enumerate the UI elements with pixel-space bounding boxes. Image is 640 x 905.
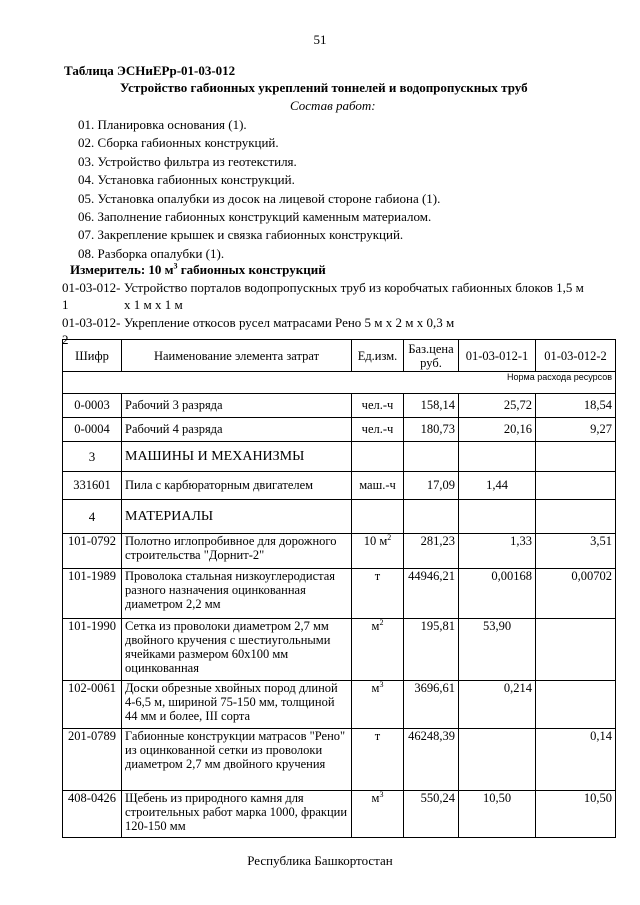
header-price: Баз.цена руб. [404, 340, 459, 372]
row-unit [352, 569, 404, 619]
row-unit: чел.-ч [352, 418, 404, 442]
work-item: 04. Установка габионных конструкций. [78, 172, 295, 188]
row-price: 46248,39 [404, 729, 459, 791]
row-price: 550,24 [404, 791, 459, 838]
unit-text: м [371, 791, 380, 805]
table-row [63, 619, 616, 681]
header-col1: 01-03-012-1 [459, 340, 536, 372]
table-row [63, 729, 616, 791]
row-value-1: 25,72 [459, 394, 536, 418]
row-name: Щебень из природного камня для строительных работ марка 1000, фракции 120-150 мм [122, 791, 352, 838]
row-code: 102-0061 [63, 681, 122, 729]
page-number: 51 [313, 32, 327, 47]
row-value-1 [459, 729, 536, 791]
section-row [63, 500, 616, 534]
work-item: 05. Установка опалубки из досок на лицевой стороне габиона (1). [78, 190, 441, 206]
measure-prefix: Измеритель: 10 м [70, 262, 174, 277]
row-value-2 [536, 681, 616, 729]
row-value-2 [536, 619, 616, 681]
row-code: 101-1989 [63, 569, 122, 619]
work-item: 08. Разборка опалубки (1). [78, 245, 225, 261]
table-row [63, 569, 616, 619]
row-name: Сетка из проволоки диаметром 2,7 мм двойного кручения с шестиугольными ячейками размером 60х100 мм оцинкованная [122, 619, 352, 681]
table-code: Таблица ЭСНиЕРр-01-03-012 [64, 63, 236, 78]
table-row [63, 418, 616, 442]
unit-text: т [374, 569, 381, 583]
row-code: 101-1990 [63, 619, 122, 681]
row-unit: чел.-ч [352, 394, 404, 418]
row-price: 44946,21 [404, 569, 459, 619]
row-value-2: 0,00702 [536, 569, 616, 619]
work-item: 01. Планировка основания (1). [78, 117, 247, 132]
work-item: 07. Закрепление крышек и связка габионных конструкций. [78, 227, 404, 243]
row-value-1: 0,00168 [459, 569, 536, 619]
table-row [63, 681, 616, 729]
row-name: Рабочий 4 разряда [122, 418, 352, 442]
unit-text: 10 м [363, 534, 388, 548]
section-row [63, 442, 616, 472]
measure-suffix: габионных конструкций [177, 262, 326, 277]
row-unit [352, 534, 404, 569]
footer-region: Республика Башкортостан [247, 853, 393, 868]
row-value-2: 18,54 [536, 394, 616, 418]
unit-sup: 2 [387, 532, 392, 542]
row-value-2 [536, 472, 616, 500]
row-unit: маш.-ч [352, 472, 404, 500]
header-col2: 01-03-012-2 [536, 340, 616, 372]
work-composition-heading: Состав работ: [290, 98, 376, 113]
norm-item [62, 279, 640, 313]
row-value-1: 53,90 [459, 619, 536, 681]
row-price: 17,09 [404, 472, 459, 500]
row-value-2: 3,51 [536, 534, 616, 569]
norm-item-text: Укрепление откосов русел матрасами Рено 5 м х 2 м х 0,3 м [124, 315, 455, 330]
row-code: 101-0792 [63, 534, 122, 569]
work-list [78, 116, 440, 263]
row-code: 408-0426 [63, 791, 122, 838]
row-code: 201-0789 [63, 729, 122, 791]
row-price: 3696,61 [404, 681, 459, 729]
work-item: 03. Устройство фильтра из геотекстиля. [78, 153, 297, 169]
row-code: 0-0004 [63, 418, 122, 442]
norm-label-row [63, 372, 616, 394]
row-name: Доски обрезные хвойных пород длиной 4-6,5 м, шириной 75-150 мм, толщиной 44 мм и более, III сорта [122, 681, 352, 729]
measure-unit [70, 262, 326, 278]
row-code: 0-0003 [63, 394, 122, 418]
norm-item-code: 01-03-012-1 [62, 280, 121, 312]
norm-label: Норма расхода ресурсов [63, 372, 616, 394]
row-price: 180,73 [404, 418, 459, 442]
row-value-2: 10,50 [536, 791, 616, 838]
row-value-1: 10,50 [459, 791, 536, 838]
unit-sup: 3 [379, 789, 384, 799]
unit-text: т [374, 729, 381, 743]
row-name: Пила с карбюраторным двигателем [122, 472, 352, 500]
norm-item-code: 01-03-012-2 [62, 315, 121, 347]
norm-item-text [124, 279, 640, 313]
table-row [63, 394, 616, 418]
row-name: Рабочий 3 разряда [122, 394, 352, 418]
row-code: 331601 [63, 472, 122, 500]
row-price: 158,14 [404, 394, 459, 418]
header-name: Наименование элемента затрат [122, 340, 352, 372]
resource-table [62, 339, 616, 838]
table-row [63, 534, 616, 569]
table-row [63, 791, 616, 838]
row-value-1: 0,214 [459, 681, 536, 729]
measure-sup: 3 [173, 261, 178, 271]
table-row [63, 472, 616, 500]
header-code: Шифр [63, 340, 122, 372]
table-title: Устройство габионных укреплений тоннелей и водопропускных труб [120, 80, 528, 95]
unit-text: м [371, 681, 380, 695]
table-header-row [63, 340, 616, 372]
section-title: МАТЕРИАЛЫ [122, 500, 352, 534]
row-unit [352, 729, 404, 791]
row-name: Полотно иглопробивное для дорожного строительства "Дорнит-2" [122, 534, 352, 569]
header-unit: Ед.изм. [352, 340, 404, 372]
work-item: 02. Сборка габионных конструкций. [78, 135, 279, 151]
row-value-2: 0,14 [536, 729, 616, 791]
row-unit [352, 619, 404, 681]
norm-item-line2: х 1 м х 1 м [124, 297, 183, 312]
section-number: 3 [63, 442, 122, 472]
unit-text: м [371, 619, 380, 633]
section-number: 4 [63, 500, 122, 534]
row-price: 281,23 [404, 534, 459, 569]
work-item: 06. Заполнение габионных конструкций каменным материалом. [78, 208, 432, 224]
row-unit [352, 681, 404, 729]
unit-sup: 3 [379, 679, 384, 689]
unit-sup: 2 [379, 617, 384, 627]
row-name: Проволока стальная низкоуглеродистая разного назначения оцинкованная диаметром 2,2 мм [122, 569, 352, 619]
row-name: Габионные конструкции матрасов "Рено" из оцинкованной сетки из проволоки диаметром 2,7 мм двойного кручения [122, 729, 352, 791]
row-value-1: 1,33 [459, 534, 536, 569]
norm-item-line1: Устройство порталов водопропускных труб из коробчатых габионных блоков 1,5 м [124, 280, 584, 295]
row-value-2: 9,27 [536, 418, 616, 442]
row-unit [352, 791, 404, 838]
row-value-1: 1,44 [459, 472, 536, 500]
row-value-1: 20,16 [459, 418, 536, 442]
row-price: 195,81 [404, 619, 459, 681]
section-title: МАШИНЫ И МЕХАНИЗМЫ [122, 442, 352, 472]
